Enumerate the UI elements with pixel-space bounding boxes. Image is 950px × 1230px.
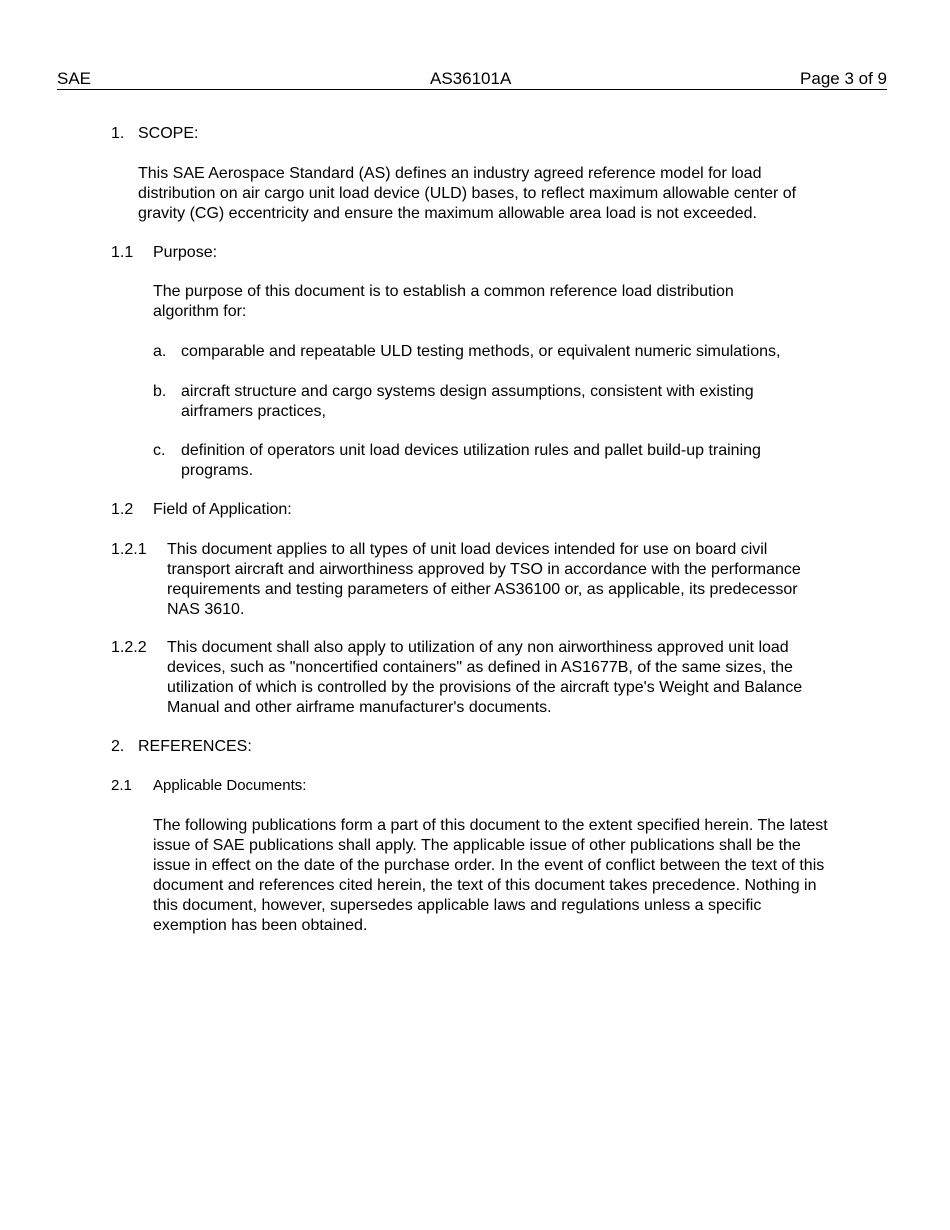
list-item: definition of operators unit load devices utilization rules and pallet build-up training programs. (181, 442, 761, 479)
section-number: 2. (111, 738, 125, 755)
list-item-label: c. (153, 442, 166, 459)
section-paragraph: This document shall also apply to utilization of any non airworthiness approved unit load devices, such as "noncertified containers" as defined in AS1677B, of the same sizes, the utilization of which is controlled by the provisions of the aircraft type's Weight and Balance Manual and other airframe manufacturer's documents. (167, 639, 803, 716)
list-item-label: a. (153, 343, 167, 360)
header-org: SAE (57, 69, 92, 88)
section-paragraph: This document applies to all types of unit load devices intended for use on board civil transport aircraft and airworthiness approved by TSO in accordance with the performance requirements and testing parameters of either AS36100 or, as applicable, its predecessor NAS 3610. (167, 541, 801, 618)
section-title: REFERENCES: (138, 738, 252, 755)
header-page-number: Page 3 of 9 (800, 69, 887, 88)
section-number: 1.2.1 (111, 541, 147, 558)
list-item: aircraft structure and cargo systems design assumptions, consistent with existing airframers practices, (181, 383, 754, 420)
section-paragraph: The following publications form a part of this document to the extent specified herein. The latest issue of SAE publications shall apply. The applicable issue of other publications shall be the issue in effect on the date of the purchase order. In the event of conflict between the text of this document and references cited herein, the text of this document takes precedence. Nothing in this document, however, supersedes applicable laws and regulations unless a specific exemption has been obtained. (153, 817, 828, 934)
section-number: 1.2.2 (111, 639, 147, 656)
section-number: 1. (111, 125, 125, 142)
list-item: comparable and repeatable ULD testing methods, or equivalent numeric simulations, (181, 343, 781, 360)
header-doc-number: AS36101A (430, 69, 512, 88)
list-item-label: b. (153, 383, 167, 400)
section-number: 1.1 (111, 244, 134, 261)
section-paragraph: This SAE Aerospace Standard (AS) defines an industry agreed reference model for load distribution on air cargo unit load device (ULD) bases, to reflect maximum allowable center of gravity (CG) eccentricity and ensure the maximum allowable area load is not exceeded. (138, 165, 797, 222)
section-title: Field of Application: (153, 501, 292, 518)
section-title: Purpose: (153, 244, 218, 261)
section-number: 2.1 (111, 777, 132, 794)
section-title: SCOPE: (138, 125, 199, 142)
page-header (57, 69, 887, 90)
section-title: Applicable Documents: (153, 777, 307, 794)
section-paragraph: The purpose of this document is to establish a common reference load distribution algorithm for: (153, 283, 734, 320)
section-number: 1.2 (111, 501, 134, 518)
